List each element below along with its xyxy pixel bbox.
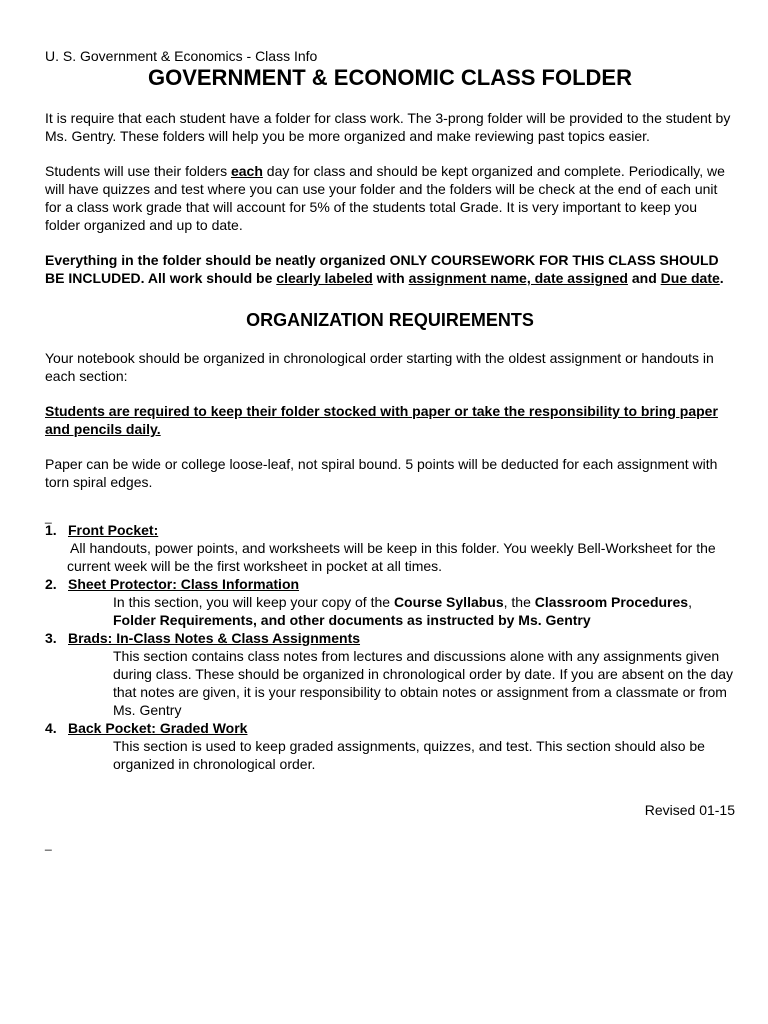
document-page: [45, 47, 735, 849]
page-title: GOVERNMENT & ECONOMIC CLASS FOLDER: [147, 65, 632, 90]
section-title: Brads: In-Class Notes & Class Assignments: [68, 630, 361, 646]
intro-p3-assignment-name: assignment name, date assigned: [408, 270, 628, 286]
intro-paragraph-3: [45, 251, 735, 287]
folder-sections-list: [45, 521, 735, 773]
intro-p3-with: with: [372, 270, 409, 286]
org-paragraph-1: Your notebook should be organized in chronological order starting with the oldest assignment or handouts in each section:: [45, 350, 714, 384]
section-number: 1.: [45, 522, 57, 538]
org-paragraph-3: Paper can be wide or college loose-leaf, not spiral bound. 5 points will be deducted for each assignment with torn spiral edges.: [45, 456, 718, 490]
section-number: 4.: [45, 720, 57, 736]
org-paragraph-2: Students are required to keep their folder stocked with paper or take the responsibility to bring paper and pencils daily.: [45, 403, 718, 437]
intro-p3-start: Everything in the folder should be neatly organized ONLY COURSEWORK FOR THIS CLASS SHOULD BE INCLUDED. All work should be: [45, 252, 719, 286]
section-title: Back Pocket: Graded Work: [68, 720, 248, 736]
section-description: This section is used to keep graded assignments, quizzes, and test. This section should also be organized in chronological order.: [113, 738, 705, 772]
section-item-brads: [45, 629, 735, 719]
intro-p2-start: Students will use their folders: [45, 163, 231, 179]
intro-paragraph-2: [45, 162, 735, 234]
intro-p3-period: .: [719, 270, 724, 286]
section-number: 2.: [45, 576, 57, 592]
section-description: In this section, you will keep your copy of the Course Syllabus, the Classroom Procedures, Folder Requirements, and other documents as instructed by Ms. Gentry: [113, 594, 692, 628]
footer-mark: _: [45, 837, 52, 851]
intro-p3-clearly-labeled: clearly labeled: [276, 270, 373, 286]
section-description: This section contains class notes from lectures and discussions alone with any assignments given during class. These should be organized in chronological order by date. If you are absent on the day that notes are given, it is your responsibility to obtain notes or assignment from a classmate or from Ms. Gentry: [113, 648, 734, 718]
intro-paragraph-1: It is require that each student have a folder for class work. The 3-prong folder will be provided to the student by Ms. Gentry. These folders will help you be more organized and make reviewing past topics easier.: [45, 110, 731, 144]
section-title: Sheet Protector: Class Information: [68, 576, 300, 592]
divider-mark: _: [45, 510, 52, 524]
section-item-front-pocket: [45, 521, 735, 575]
intro-p2-end: day for class and should be kept organized and complete. Periodically, we will have quizzes and test where you can use your folder and the folders will be check at the end of each unit for a class work grade that will account for 5% of the students total Grade. It is very important to keep you folder organized and up to date.: [45, 163, 725, 233]
intro-p3-and: and: [627, 270, 661, 286]
intro-p2-each: each: [230, 163, 263, 179]
revision-note: Revised 01-15: [644, 802, 735, 818]
section-number: 3.: [45, 630, 57, 646]
section-item-back-pocket: [45, 719, 735, 773]
section-description: All handouts, power points, and worksheets will be keep in this folder. You weekly Bell-Worksheet for the current week will be the first worksheet in pocket at all times.: [67, 540, 716, 574]
organization-heading: ORGANIZATION REQUIREMENTS: [246, 310, 534, 330]
section-title: Front Pocket:: [68, 522, 159, 538]
course-line: U. S. Government & Economics - Class Info: [45, 48, 318, 64]
section-item-sheet-protector: [45, 575, 735, 629]
intro-p3-due-date: Due date: [660, 270, 720, 286]
